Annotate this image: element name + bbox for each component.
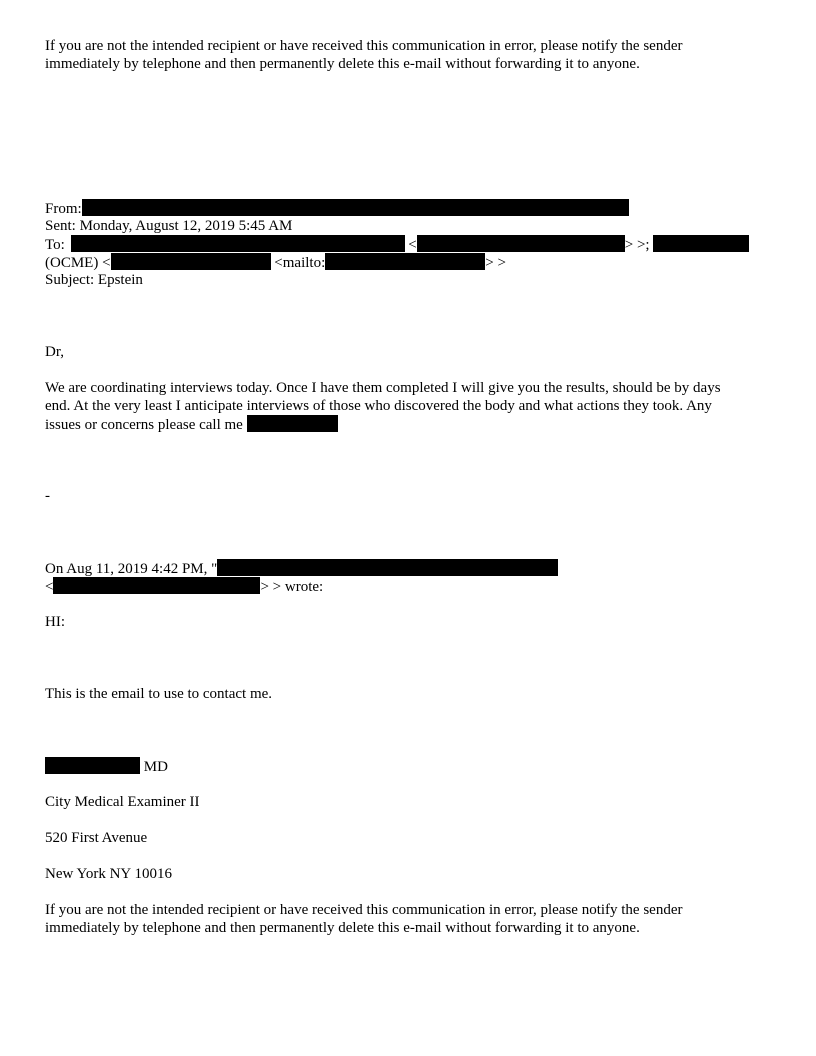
quoted-on-text: On Aug 11, 2019 4:42 PM, " [45,561,218,577]
disclaimer-bottom-line-1: If you are not the intended recipient or have received this communication in error, please notify the sender [45,902,683,918]
quoted-wrote: > > wrote: [260,579,324,595]
body-greeting: Dr, [45,344,64,360]
quoted-message: This is the email to use to contact me. [45,686,273,702]
to-line [45,235,749,253]
redaction-cc-email [111,253,271,270]
redaction-from [82,199,629,216]
signature-address-1: 520 First Avenue [45,830,148,846]
body-dash: - [45,488,50,504]
body-paragraph-line-3 [45,415,338,433]
quoted-greeting: HI: [45,614,65,630]
mailto-label: <mailto: [274,255,326,271]
disclaimer-top-line-1: If you are not the intended recipient or have received this communication in error, please notify the sender [45,38,683,54]
from-label: From: [45,201,82,217]
sent-line: Sent: Monday, August 12, 2019 5:45 AM [45,218,293,234]
signature-title: City Medical Examiner II [45,794,200,810]
quoted-on-line [45,559,558,577]
redaction-quoted-sender [217,559,558,576]
redaction-quoted-email [53,577,260,594]
redaction-to-name [71,235,405,252]
signature-address-2: New York NY 10016 [45,866,172,882]
disclaimer-top-line-2: immediately by telephone and then permanently delete this e-mail without forwarding it to anyone. [45,56,640,72]
cc-end: > > [485,255,506,271]
to-label: To: [45,237,65,253]
to-sep: > >; [624,237,650,253]
redaction-phone [247,415,338,432]
quoted-wrote-line [45,577,323,595]
cc-line [45,253,506,271]
body-paragraph-line-1: We are coordinating interviews today. Once I have them completed I will give you the results, should be by days [45,380,721,396]
body-call-text: issues or concerns please call me [45,417,243,433]
signature-name-line [45,757,168,775]
to-lt: < [408,237,417,253]
from-line [45,199,629,217]
body-paragraph-line-2: end. At the very least I anticipate interviews of those who discovered the body and what actions they took. Any [45,398,712,414]
redaction-cc-name [653,235,749,252]
redaction-to-email [417,235,625,252]
redaction-signature-name [45,757,140,774]
disclaimer-bottom-line-2: immediately by telephone and then permanently delete this e-mail without forwarding it to anyone. [45,920,640,936]
signature-suffix: MD [143,759,168,775]
redaction-mailto [325,253,485,270]
subject-line: Subject: Epstein [45,272,143,288]
cc-label: (OCME) < [45,255,111,271]
quoted-lt: < [45,579,54,595]
